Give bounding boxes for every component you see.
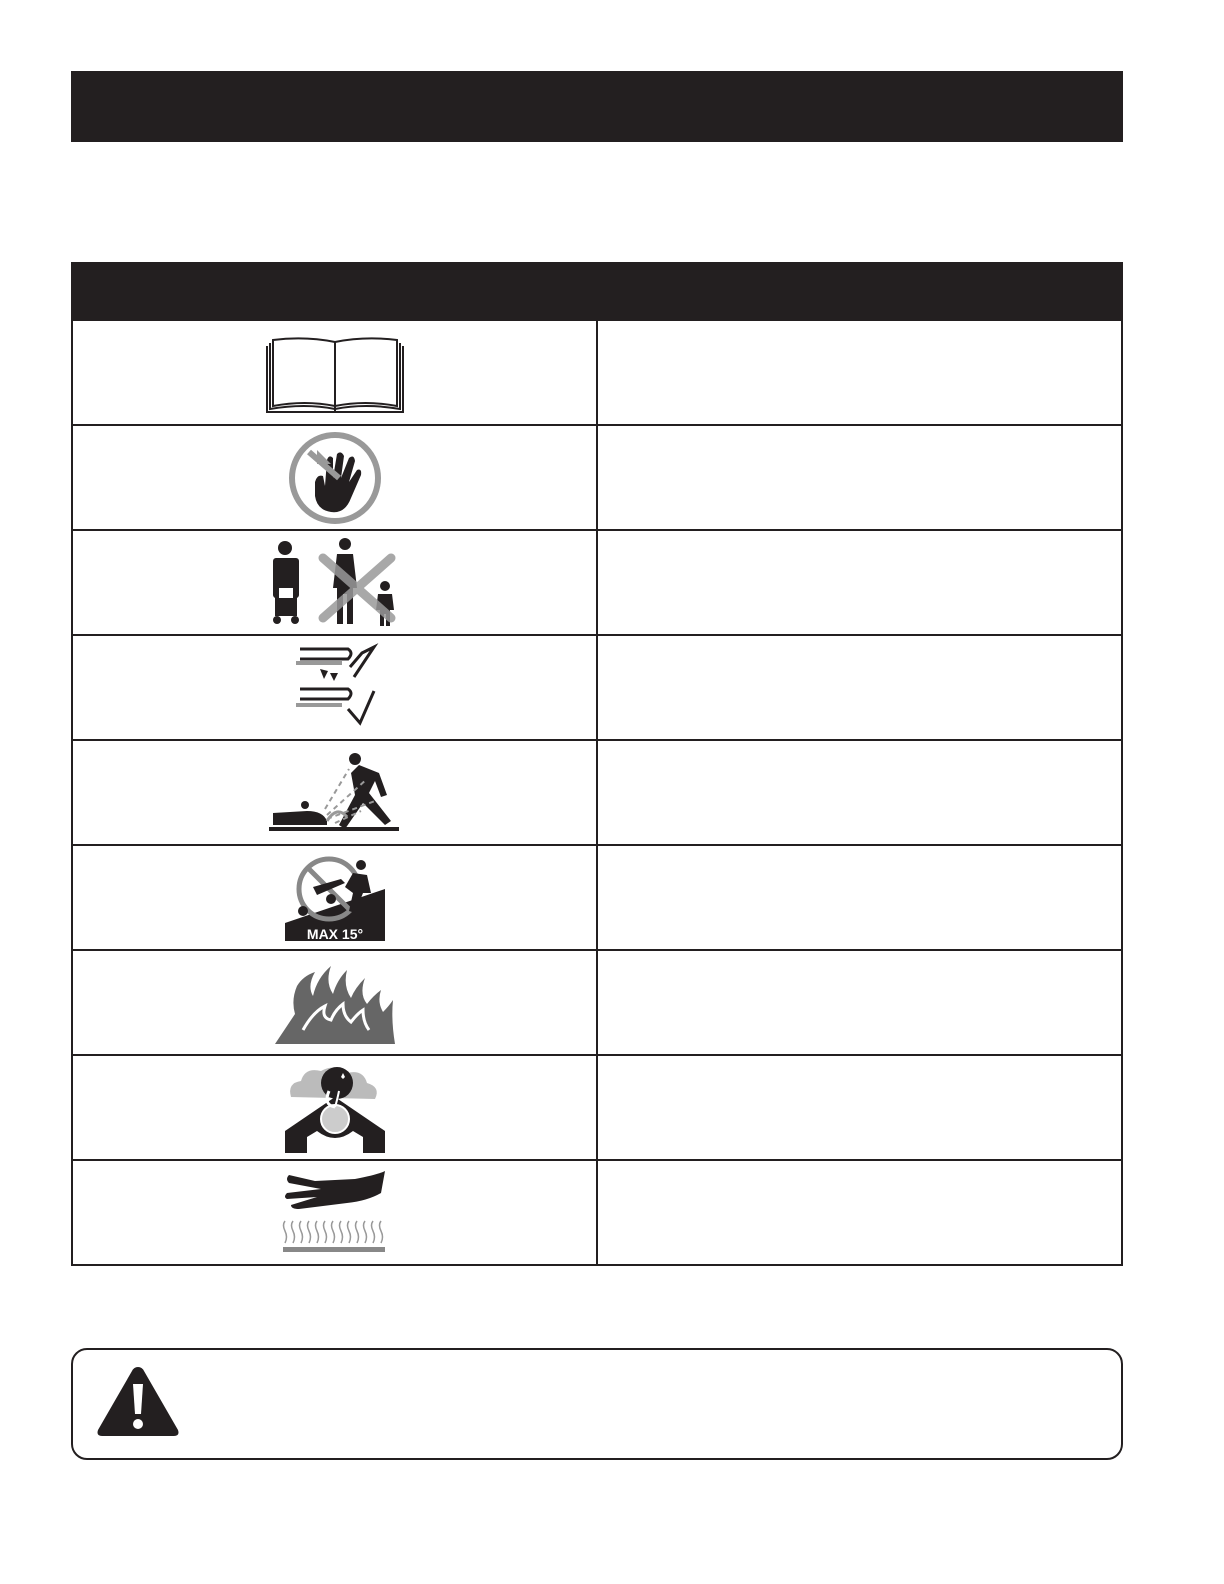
table-row [72,950,1122,1055]
fire-icon [273,960,397,1046]
table-header-row [72,263,1122,320]
slope-max-icon [283,853,387,943]
table-row [72,320,1122,425]
warning-box [71,1348,1123,1460]
symbols-table [71,262,1123,1266]
meaning-cell [597,740,1122,845]
toxic-fumes-icon [283,1061,387,1155]
meaning-cell [597,845,1122,950]
table-row [72,635,1122,740]
symbol-cell [72,530,597,635]
meaning-cell [597,1055,1122,1160]
slope-max-label: MAX 15° [306,925,363,942]
symbol-cell [72,635,597,740]
table-row [72,845,1122,950]
meaning-cell [597,530,1122,635]
symbol-cell [72,845,597,950]
symbol-cell [72,320,597,425]
no-hands-icon [287,430,383,526]
symbol-cell [72,950,597,1055]
warning-triangle-icon [95,1364,181,1438]
symbol-cell [72,740,597,845]
table-row [72,1055,1122,1160]
meaning-cell [597,425,1122,530]
header-meaning-column [597,263,1122,320]
read-manual-icon [265,332,405,414]
symbol-cell [72,1055,597,1160]
keep-bystanders-away-icon [265,538,405,628]
meaning-cell [597,950,1122,1055]
thrown-objects-icon [267,749,403,837]
table-row [72,740,1122,845]
blade-cut-icon [290,643,380,733]
symbol-cell [72,425,597,530]
meaning-cell [597,320,1122,425]
meaning-cell [597,635,1122,740]
symbol-cell [72,1160,597,1265]
table-row [72,425,1122,530]
table-row [72,1160,1122,1265]
table-row [72,530,1122,635]
header-symbol-column [72,263,597,320]
meaning-cell [597,1160,1122,1265]
section-title-bar [71,71,1123,142]
hot-surface-icon [281,1171,389,1255]
